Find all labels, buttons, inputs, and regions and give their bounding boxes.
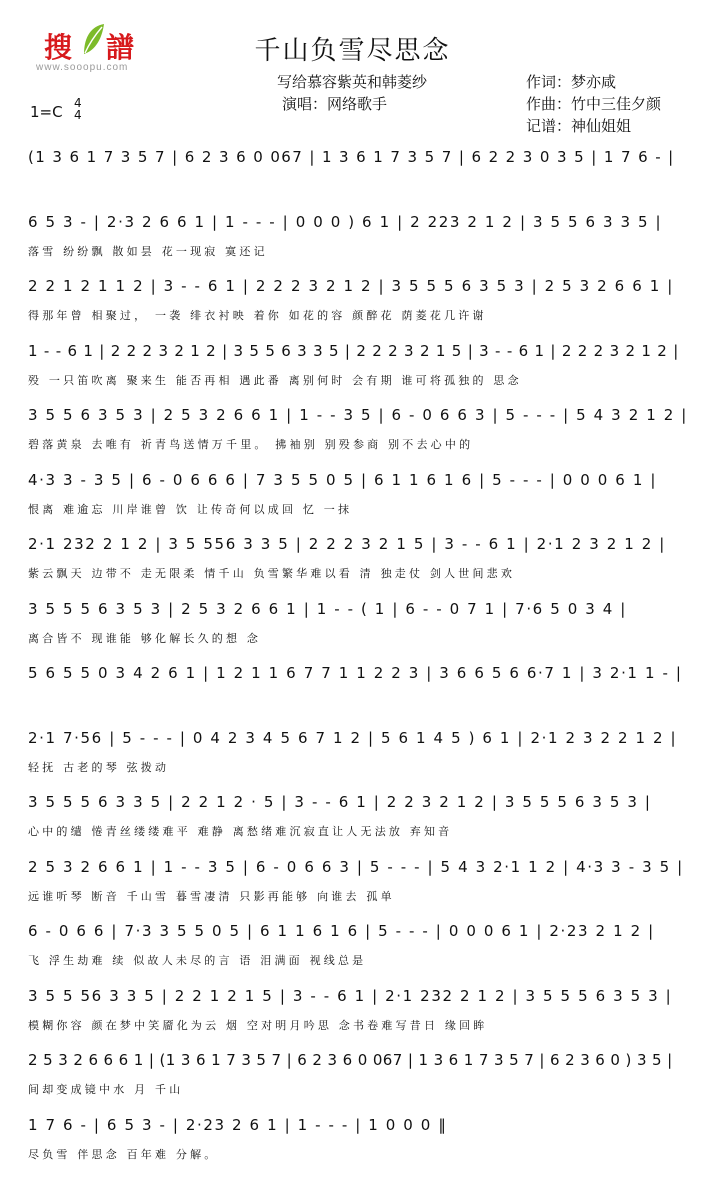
time-beats: 4: [74, 96, 82, 110]
notation-row: 1 7 6 - | 6 5 3 - | 2·23 2 6 1 | 1 - - - | 1 0 0 0 ‖: [28, 1116, 690, 1144]
notation-row: 1 - - 6 1 | 2 2 2 3 2 1 2 | 3 5 5 6 3 3 5 | 2 2 2 3 2 1 5 | 3 - - 6 1 | 2 2 2 3 2 1 2 |: [28, 342, 690, 370]
notation-row: 2 2 1 2 1 1 2 | 3 - - 6 1 | 2 2 2 3 2 1 2 | 3 5 5 5 6 3 5 3 | 2 5 3 2 6 6 1 |: [28, 277, 690, 305]
key-signature: [30, 96, 82, 122]
lyric-row: 轻抚 古老的琴 弦拨动: [28, 760, 170, 774]
score-line: [28, 1116, 690, 1164]
logo-url[interactable]: www.sooopu.com: [36, 62, 129, 73]
lyric-row: 飞 浮生劫难 续 似故人未尽的言 语 泪满面 视线总是: [28, 954, 367, 967]
lyric-row: 间却变成镜中水 月 千山: [28, 1083, 184, 1096]
score-line: [28, 1051, 690, 1099]
lyric-row: 落雪 纷纷飘 散如昙 花一现寂 寞还记: [28, 244, 268, 258]
singer-credit: 演唱：网络歌手: [282, 95, 388, 113]
lyric-row: 模糊你容 颜在梦中笑靥化为云 烟 空对明月吟思 念书卷难写昔日 缘回眸: [28, 1018, 488, 1032]
notation-row: 6 5 3 - | 2·3 2 6 6 1 | 1 - - - | 0 0 0 ) 6 1 | 2 223 2 1 2 | 3 5 5 6 3 3 5 |: [28, 213, 690, 241]
score-line: [28, 922, 690, 970]
lyric-row: [28, 178, 690, 196]
lyric-row: [28, 694, 690, 712]
subtitle: 写给慕容紫英和韩菱纱: [277, 73, 428, 91]
logo-char-pu: 譜: [106, 31, 136, 64]
lyric-row: 得那年曾 相聚过， 一袭 绯衣衬映 着你 如花的容 颜醉花 荫菱花几许谢: [28, 309, 487, 322]
time-signature: [74, 97, 82, 121]
notation-row: 2·1 232 2 1 2 | 3 5 556 3 3 5 | 2 2 2 3 2 1 5 | 3 - - 6 1 | 2·1 2 3 2 1 2 |: [28, 535, 690, 563]
score-line: [28, 277, 690, 325]
lyric-row: 殁 一只笛吹离 聚来生 能否再相 遇此番 离别何时 会有期 谁可将孤独的 思念: [28, 373, 522, 387]
time-unit: 4: [74, 108, 82, 122]
notation-row: 3 5 5 6 3 5 3 | 2 5 3 2 6 6 1 | 1 - - 3 5 | 6 - 0 6 6 3 | 5 - - - | 5 4 3 2 1 2 |: [28, 406, 690, 434]
score-line: [28, 213, 690, 261]
composer-credit: 作曲：竹中三佳夕颜: [526, 95, 662, 113]
transcriber-credit: 记谱：神仙姐姐: [526, 117, 632, 135]
lyric-row: 恨离 难逾忘 川岸谁曾 饮 让传奇何以成回 忆 一抹: [28, 502, 353, 516]
lyric-row: 紫云飘天 边带不 走无限柔 情千山 负雪繁华难以看 清 独走仗 剑人世间悲欢: [28, 567, 516, 580]
notation-row: 3 5 5 5 6 3 3 5 | 2 2 1 2 · 5 | 3 - - 6 1 | 2 2 3 2 1 2 | 3 5 5 5 6 3 5 3 |: [28, 793, 690, 821]
score-line: [28, 406, 690, 454]
notation-row: 4·3 3 - 3 5 | 6 - 0 6 6 6 | 7 3 5 5 0 5 | 6 1 1 6 1 6 | 5 - - - | 0 0 0 6 1 |: [28, 471, 690, 499]
lyric-row: 远谁听琴 断音 千山雪 暮雪凄清 只影再能够 向谁去 孤单: [28, 889, 395, 903]
score-line: [28, 342, 690, 390]
notation-row: 3 5 5 56 3 3 5 | 2 2 1 2 1 5 | 3 - - 6 1 | 2·1 232 2 1 2 | 3 5 5 5 6 3 5 3 |: [28, 987, 690, 1015]
lyricist-credit: 作词：梦亦咸: [526, 73, 617, 91]
score-line: [28, 793, 690, 841]
lyric-row: 碧落黄泉 去唯有 祈青鸟送情万千里。 拂袖别 别殁参商 别不去心中的: [28, 438, 474, 451]
score-line: [28, 471, 690, 519]
notation-row: 2 5 3 2 6 6 6 1 | (1 3 6 1 7 3 5 7 | 6 2 3 6 0 067 | 1 3 6 1 7 3 5 7 | 6 2 3 6 0 ) 3 5 |: [28, 1051, 690, 1079]
score-line: [28, 148, 690, 196]
song-title: 千山负雪尽思念: [254, 36, 451, 66]
logo-char-sou: 搜: [44, 31, 74, 64]
score-line: [28, 600, 690, 648]
key-label: 1=C: [30, 103, 63, 121]
score-line: [28, 664, 690, 712]
notation-row: 2 5 3 2 6 6 1 | 1 - - 3 5 | 6 - 0 6 6 3 | 5 - - - | 5 4 3 2·1 1 2 | 4·3 3 - 3 5 |: [28, 858, 690, 886]
lyric-row: 离合皆不 现谁能 够化解长久的想 念: [28, 631, 262, 645]
notation-row: (1 3 6 1 7 3 5 7 | 6 2 3 6 0 067 | 1 3 6 1 7 3 5 7 | 6 2 2 3 0 3 5 | 1 7 6 - |: [28, 148, 690, 176]
score-line: [28, 858, 690, 906]
notation-row: 2·1 7·56 | 5 - - - | 0 4 2 3 4 5 6 7 1 2 | 5 6 1 4 5 ) 6 1 | 2·1 2 3 2 2 1 2 |: [28, 729, 690, 757]
notation-row: 6 - 0 6 6 | 7·3 3 5 5 0 5 | 6 1 1 6 1 6 | 5 - - - | 0 0 0 6 1 | 2·23 2 1 2 |: [28, 922, 690, 950]
lyric-row: 尽负雪 伴思念 百年难 分解。: [28, 1147, 219, 1161]
notation-row: 3 5 5 5 6 3 5 3 | 2 5 3 2 6 6 1 | 1 - - ( 1 | 6 - - 0 7 1 | 7·6 5 0 3 4 |: [28, 600, 690, 628]
lyric-row: 心中的缱 惓青丝缕缕难平 难静 离愁绪难沉寂直让人无法放 弃知音: [28, 825, 453, 838]
score-line: [28, 987, 690, 1035]
score-line: [28, 535, 690, 583]
notation-row: 5 6 5 5 0 3 4 2 6 1 | 1 2 1 1 6 7 7 1 1 2 2 3 | 3 6 6 5 6 6·7 1 | 3 2·1 1 - |: [28, 664, 690, 692]
score-line: [28, 729, 690, 777]
